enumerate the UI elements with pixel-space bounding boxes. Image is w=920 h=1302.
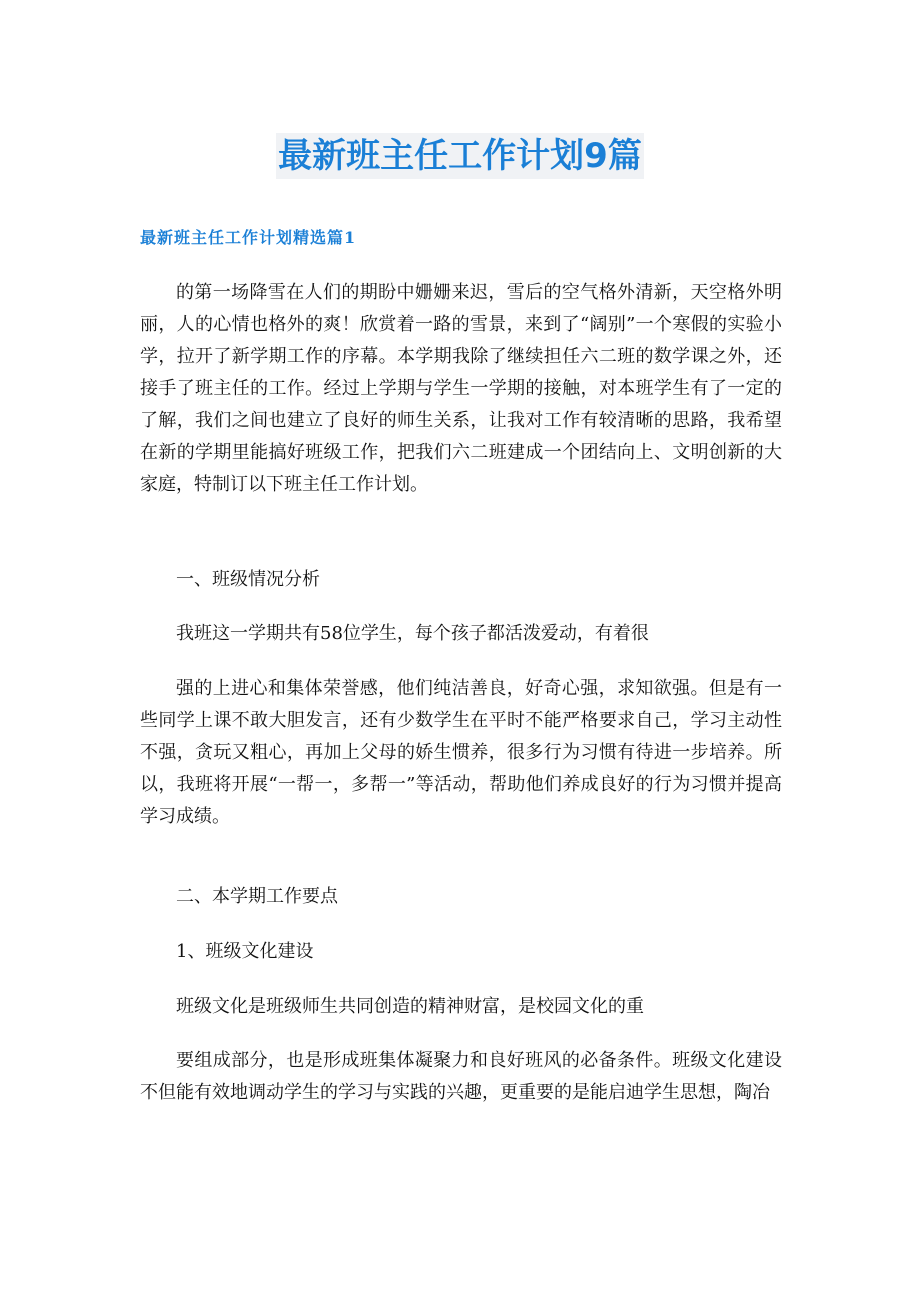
paragraph-culture-intro: 班级文化是班级师生共同创造的精神财富，是校园文化的重 (176, 996, 644, 1017)
document-title: 最新班主任工作计划9篇 (276, 133, 644, 179)
heading-work-points: 二、本学期工作要点 (176, 886, 338, 907)
paragraph-intro: 的第一场降雪在人们的期盼中姗姗来迟，雪后的空气格外清新，天空格外明丽，人的心情也格外的爽！欣赏着一路的雪景，来到了“阔别”一个寒假的实验小学，拉开了新学期工作的序幕。本学期我除了继续担任六二班的数学课之外，还接手了班主任的工作。经过上学期与学生一学期的接触，对本班学生有了一定的了解，我们之间也建立了良好的师生关系，让我对工作有较清晰的思路，我希望在新的学期里能搞好班级工作，把我们六二班建成一个团结向上、文明创新的大家庭，特制订以下班主任工作计划。 (140, 282, 782, 495)
section-heading: 最新班主任工作计划精选篇1 (140, 228, 357, 247)
paragraph-culture-detail: 要组成部分，也是形成班集体凝聚力和良好班风的必备条件。班级文化建设不但能有效地调动学生的学习与实践的兴趣，更重要的是能启迪学生思想，陶冶 (140, 1050, 782, 1103)
title-container (0, 133, 920, 179)
heading-class-analysis: 一、班级情况分析 (176, 569, 320, 590)
paragraph-class-traits: 强的上进心和集体荣誉感，他们纯洁善良，好奇心强，求知欲强。但是有一些同学上课不敢大胆发言，还有少数学生在平时不能严格要求自己，学习主动性不强，贪玩又粗心，再加上父母的娇生惯养，很多行为习惯有待进一步培养。所以，我班将开展“一帮一，多帮一”等活动，帮助他们养成良好的行为习惯并提高学习成绩。 (140, 678, 782, 827)
heading-class-culture: 1、班级文化建设 (176, 941, 314, 962)
paragraph-class-size: 我班这一学期共有58位学生，每个孩子都活泼爱动，有着很 (176, 623, 649, 644)
